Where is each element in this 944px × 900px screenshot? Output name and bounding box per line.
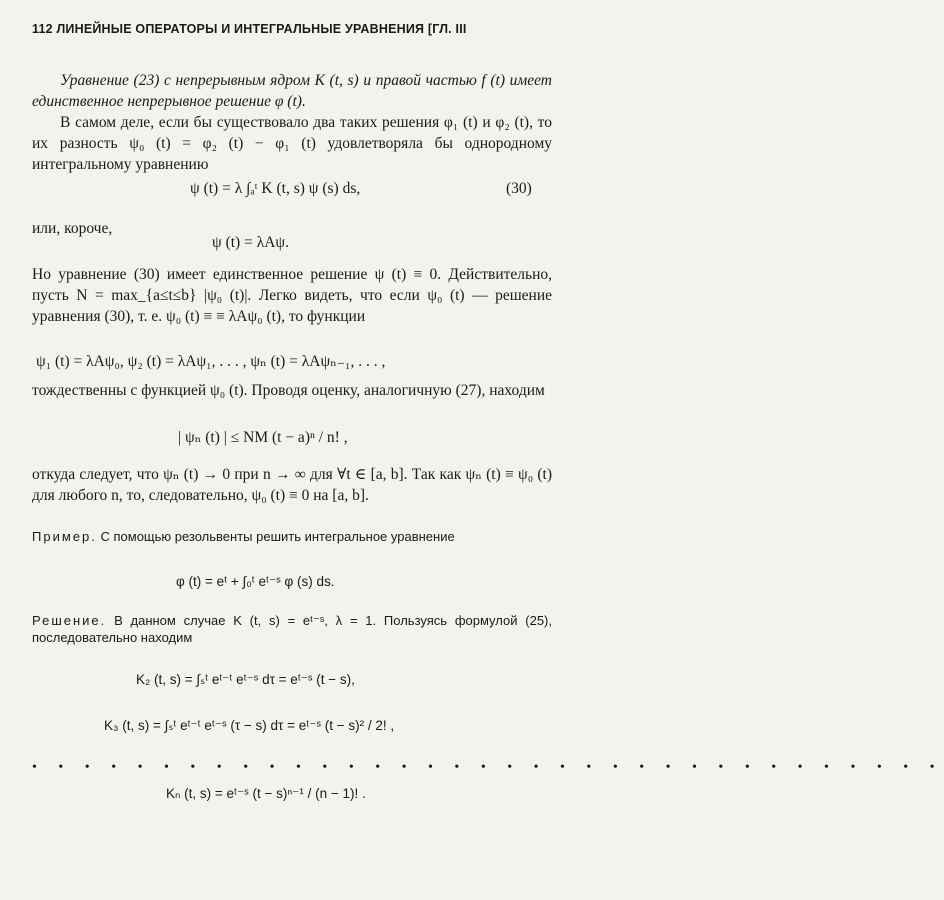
estimate-paragraph: тождественны с функцией ψ₀ (t). Проводя оценку, аналогичную (27), находим: [32, 382, 545, 399]
example-text: С помощью резольвенты решить интегральное уравнение: [100, 529, 455, 544]
proof-paragraph: В самом деле, если бы существовало два таких решения φ₁ (t) и φ₂ (t), то их разность ψ₀ (t) = φ₂ (t) − φ₁ (t) удовлетворяла бы однородному интегральному уравнению: [32, 114, 552, 173]
example-label: Пример.: [32, 529, 97, 544]
conclusion-paragraph: откуда следует, что ψₙ (t) → 0 при n → ∞ для ∀t ∈ [a, b]. Так как ψₙ (t) ≡ ψ₀ (t) для любого n, то, следовательно, ψ₀ (t) ≡ 0 на [a, b].: [32, 466, 552, 504]
running-header: 112 ЛИНЕЙНЫЕ ОПЕРАТОРЫ И ИНТЕГРАЛЬНЫЕ УРАВНЕНИЯ [ГЛ. III: [32, 22, 467, 36]
equation-30: ψ (t) = λ ∫ₐᵗ K (t, s) ψ (s) ds,: [190, 180, 361, 197]
solution-label: Решение.: [32, 613, 107, 628]
ellipsis-dots: • • • • • • • • • • • • • • • • • • • • • • • • • • • • • • • • • • •: [32, 760, 944, 775]
text-or-shorter: или, короче,: [32, 220, 113, 237]
example-equation: φ (t) = eᵗ + ∫₀ᵗ eᵗ⁻ˢ φ (s) ds.: [176, 574, 335, 589]
solution-text: В данном случае K (t, s) = eᵗ⁻ˢ, λ = 1. Пользуясь формулой (25), последовательно находим: [32, 613, 552, 645]
theorem-statement: Уравнение (23) с непрерывным ядром K (t, s) и правой частью f (t) имеет единственное непрерывное решение φ (t).: [32, 72, 552, 110]
uniqueness-paragraph: Но уравнение (30) имеет единственное решение ψ (t) ≡ 0. Действительно, пусть N = max_{a≤t≤b} |ψ₀ (t)|. Легко видеть, что если ψ₀ (t) — решение уравнения (30), т. е. ψ₀ (t) ≡ ≡ λAψ₀ (t), то функции: [32, 266, 552, 325]
solution-paragraph: [32, 612, 552, 646]
equation-sequence: ψ₁ (t) = λAψ₀, ψ₂ (t) = λAψ₁, . . . , ψₙ (t) = λAψₙ₋₁, . . . ,: [36, 353, 386, 370]
kernel-k3: K₃ (t, s) = ∫ₛᵗ eᵗ⁻ᵗ eᵗ⁻ˢ (τ − s) dτ = eᵗ⁻ˢ (t − s)² / 2! ,: [104, 718, 395, 733]
equation-short: ψ (t) = λAψ.: [212, 234, 289, 251]
kernel-kn: Kₙ (t, s) = eᵗ⁻ˢ (t − s)ⁿ⁻¹ / (n − 1)! .: [166, 786, 366, 801]
example-paragraph: [32, 528, 552, 545]
kernel-k2: K₂ (t, s) = ∫ₛᵗ eᵗ⁻ᵗ eᵗ⁻ˢ dτ = eᵗ⁻ˢ (t − s),: [136, 672, 355, 687]
equation-estimate: | ψₙ (t) | ≤ NM (t − a)ⁿ / n! ,: [178, 429, 348, 446]
equation-number-30: (30): [506, 180, 532, 197]
